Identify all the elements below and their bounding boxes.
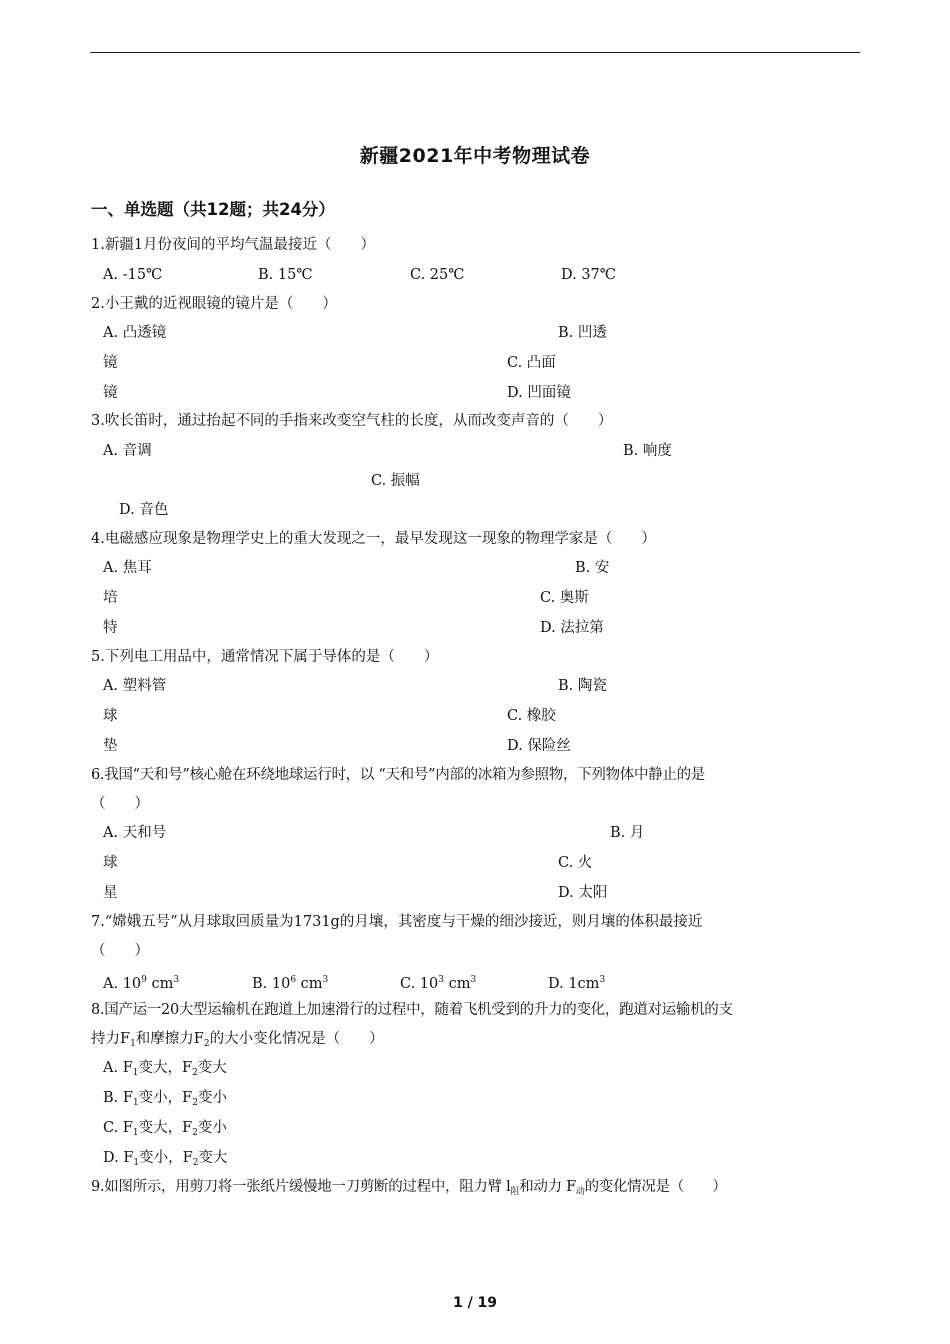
q5-option-d: D. 保险丝 [507,738,571,754]
q4-wrap-1: 培 [103,590,118,606]
question-7-stem-line1: 7.“嫦娥五号”从月球取回质量为1731g的月壤，其密度与干燥的细沙接近，则月壤的体积最接近 [91,914,703,930]
q3-option-b: B. 响度 [623,443,672,459]
header-rule [90,52,860,53]
q5-option-a: A. 塑料管 [103,678,167,694]
q6-option-a: A. 天和号 [103,825,167,841]
q6-option-b: B. 月 [610,825,645,841]
question-9-stem: 9.如图所示，用剪刀将一张纸片缓慢地一刀剪断的过程中，阻力臂 $l_阻$和动力 $F_动$的变化情况是（ ） [91,1179,727,1197]
q2-option-d: D. 凹面镜 [507,385,571,401]
question-6-stem-line1: 6.我国“天和号”核心舱在环绕地球运行时，以 “天和号”内部的冰箱为参照物，下列物体中静止的是 [91,767,705,783]
q4-wrap-2: 特 [103,620,118,636]
q3-option-d: D. 音色 [119,502,169,518]
q2-option-c: C. 凸面 [507,355,556,371]
page-number: 1 / 19 [452,1295,498,1311]
q2-option-b: B. 凹透 [558,325,607,341]
q8-option-a: A. $F_1$变大，$F_2$变大 [103,1060,227,1078]
q7-option-d: D. $1cm^3$ [548,975,606,992]
q7-option-c: C. $10^3$ $cm^3$ [400,975,477,992]
page-title: 新疆2021年中考物理试卷 [359,145,591,167]
q1-option-a: A. -15℃ [103,267,163,283]
q4-option-c: C. 奥斯 [540,590,589,606]
q8-option-d: D. $F_1$变小，$F_2$变大 [103,1150,228,1168]
q8-option-b: B. $F_1$变小，$F_2$变小 [103,1090,227,1108]
q2-option-a: A. 凸透镜 [103,325,167,341]
q6-wrap-2: 星 [103,885,118,901]
q1-option-d: D. 37℃ [561,267,616,283]
q1-option-b: B. 15℃ [258,267,313,283]
q4-option-a: A. 焦耳 [103,560,152,576]
q4-option-d: D. 法拉第 [540,620,604,636]
q5-option-b: B. 陶瓷 [558,678,607,694]
q5-wrap-1: 球 [103,708,118,724]
question-4-stem: 4.电磁感应现象是物理学史上的重大发现之一，最早发现这一现象的物理学家是（ ） [91,531,656,547]
question-7-stem-line2: （ ） [91,943,149,959]
q7-option-b: B. $10^6$ $cm^3$ [252,975,329,992]
question-5-stem: 5.下列电工用品中，通常情况下属于导体的是（ ） [91,649,439,665]
question-3-stem: 3.吹长笛时，通过抬起不同的手指来改变空气柱的长度，从而改变声音的（ ） [91,413,613,429]
question-1-stem: 1.新疆1月份夜间的平均气温最接近（ ） [91,237,376,253]
q5-wrap-2: 垫 [103,738,118,754]
question-8-stem-line2: 持力$F_1$和摩擦力$F_2$的大小变化情况是（ ） [91,1031,384,1049]
question-8-stem-line1: 8.国产运一20大型运输机在跑道上加速滑行的过程中，随着飞机受到的升力的变化，跑道对运输机的支 [91,1002,733,1018]
q6-wrap-1: 球 [103,855,118,871]
question-6-stem-line2: （ ） [91,796,149,812]
q4-option-b: B. 安 [575,560,610,576]
q7-option-a: A. $10^9$ $cm^3$ [103,975,180,992]
q6-option-d: D. 太阳 [558,885,608,901]
q1-option-c: C. 25℃ [410,267,465,283]
q3-option-a: A. 音调 [103,443,152,459]
section-heading: 一、单选题（共12题；共24分） [91,200,335,219]
q3-option-c: C. 振幅 [371,473,420,489]
q2-wrap-2: 镜 [103,385,118,401]
q6-option-c: C. 火 [558,855,593,871]
question-2-stem: 2.小王戴的近视眼镜的镜片是（ ） [91,296,337,312]
q5-option-c: C. 橡胶 [507,708,556,724]
q8-option-c: C. $F_1$变大，$F_2$变小 [103,1120,227,1138]
q2-wrap-1: 镜 [103,355,118,371]
